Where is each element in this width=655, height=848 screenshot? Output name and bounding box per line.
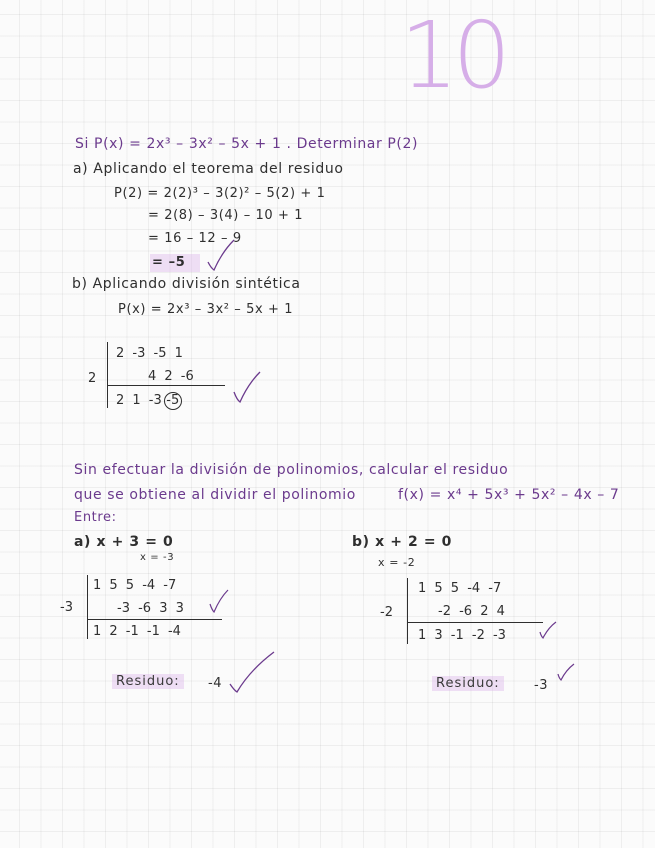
part-a-result: = –5 xyxy=(152,255,186,270)
part-a-line-1: P(2) = 2(2)³ – 3(2)² – 5(2) + 1 xyxy=(114,186,326,201)
result-values: 2 1 -3 xyxy=(116,393,162,408)
problem1-statement: Si P(x) = 2x³ – 3x² – 5x + 1 . Determinar P(2) xyxy=(75,136,419,152)
check-mark-icon xyxy=(228,650,276,694)
part-a-line-3: = 16 – 12 – 9 xyxy=(148,231,242,246)
part-b-root: x = -2 xyxy=(378,556,416,569)
coefficients-row: 2 -3 -5 1 xyxy=(116,346,183,361)
check-mark-icon xyxy=(208,588,230,614)
residuo-label-b: Residuo: xyxy=(432,676,504,691)
division-bracket xyxy=(407,578,408,644)
products-row: 4 2 -6 xyxy=(148,369,194,384)
residuo-value-a: -4 xyxy=(208,676,223,691)
problem2-part-b-label: b) x + 2 = 0 xyxy=(352,534,452,550)
result-row: 1 2 -1 -1 -4 xyxy=(93,624,181,639)
problem2-statement-line1: Sin efectuar la división de polinomios, calcular el residuo xyxy=(74,462,509,478)
problem2-statement-line2: que se obtiene al dividir el polinomio xyxy=(74,487,356,503)
products-row: -3 -6 3 3 xyxy=(117,601,184,616)
divisor: 2 xyxy=(88,371,97,386)
residuo-label-a: Residuo: xyxy=(112,674,184,689)
division-line xyxy=(107,385,225,386)
check-mark-icon xyxy=(556,662,576,682)
result-row xyxy=(116,392,182,410)
problem2-part-a-label: a) x + 3 = 0 xyxy=(74,534,174,550)
part-a-line-2: = 2(8) – 3(4) – 10 + 1 xyxy=(148,208,304,223)
check-mark-icon xyxy=(232,370,262,404)
synthetic-division-2b xyxy=(380,578,560,648)
problem1-part-b-title: b) Aplicando división sintética xyxy=(72,276,301,292)
residuo-value-b: -3 xyxy=(534,678,549,693)
page-number: 10 xyxy=(400,2,506,109)
division-line xyxy=(407,622,543,623)
coefficients-row: 1 5 5 -4 -7 xyxy=(418,581,502,596)
coefficients-row: 1 5 5 -4 -7 xyxy=(93,578,177,593)
check-mark-icon xyxy=(206,238,236,272)
result-row: 1 3 -1 -2 -3 xyxy=(418,628,506,643)
division-bracket xyxy=(87,575,88,639)
divisor: -3 xyxy=(60,600,73,615)
part-b-polynomial: P(x) = 2x³ – 3x² – 5x + 1 xyxy=(118,302,294,317)
check-mark-icon xyxy=(538,620,558,640)
division-bracket xyxy=(107,342,108,408)
part-a-root: x = -3 xyxy=(140,552,175,563)
problem1-part-a-title: a) Aplicando el teorema del residuo xyxy=(73,161,344,177)
problem2-function: f(x) = x⁴ + 5x³ + 5x² – 4x – 7 xyxy=(398,487,620,503)
remainder-circled: -5 xyxy=(164,392,182,410)
problem2-statement-line3: Entre: xyxy=(74,510,117,525)
products-row: -2 -6 2 4 xyxy=(438,604,505,619)
division-line xyxy=(87,619,222,620)
divisor: -2 xyxy=(380,605,393,620)
